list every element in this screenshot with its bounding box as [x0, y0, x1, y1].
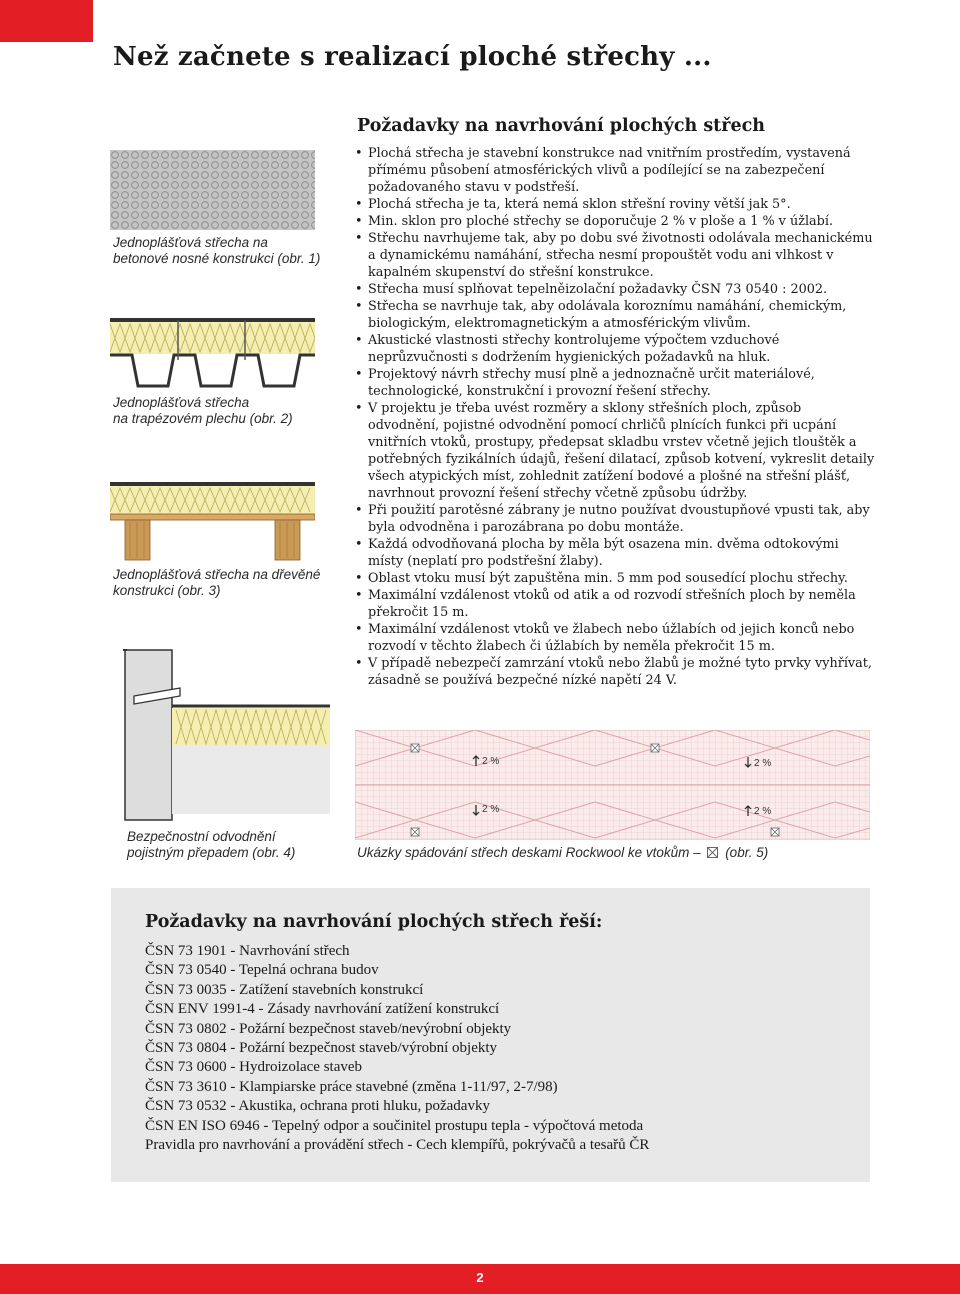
figure5-caption-text: Ukázky spádování střech deskami Rockwool ke vtokům – [357, 845, 701, 860]
page-title: Než začnete s realizací ploché střechy ... [113, 42, 712, 72]
list-item: • Oblast vtoku musí být zapuštěna min. 5 mm pod sousedící plochu střechy. [355, 570, 875, 587]
list-item: • Maximální vzdálenost vtoků od atik a od rozvodí střešních ploch by neměla překročit 15 m. [355, 587, 875, 621]
list-item: • V projektu je třeba uvést rozměry a sklony střešních ploch, způsob odvodnění, pojistné odvodnění pomocí chrličů plnících funkci při ucpání vnitřních vtoků, prostupy, předepsat skladbu vrstev včetně jejich tlouštěk a potřebných fyzikálních údajů, řešení dilatací, způsob kotvení, vykreslit detaily všech atypických míst, zohlednit zatížení bodové a plošné na střešní plášť, navrhnout provozní řešení střechy včetně způsobu údržby. [355, 400, 875, 502]
norms-title: Požadavky na navrhování plochých střech řeší: [145, 912, 603, 932]
drain-icon [707, 847, 718, 858]
wood-beam [125, 520, 150, 560]
list-item: • Plochá střecha je stavební konstrukce nad vnitřním prostředím, vystavená přímému působení atmosférických vlivů a podílející se na zabezpečení požadovaného stavu v podstřeší. [355, 145, 875, 196]
list-item: • Maximální vzdálenost vtoků ve žlabech nebo úžlabích od jejich konců nebo rozvodí v těchto žlabech či úžlabích by neměla překročit 15 m. [355, 621, 875, 655]
figure-concrete-roof [110, 150, 315, 230]
slope-label: 2 % [754, 758, 772, 769]
list-item: ČSN 73 3610 - Klampiarske práce stavebné (změna 1-11/97, 2-7/98) [145, 1078, 558, 1095]
slope-label: 2 % [754, 806, 772, 817]
list-item: ČSN 73 0035 - Zatížení stavebních konstrukcí [145, 981, 424, 998]
figure-trapezoidal-roof [110, 318, 315, 390]
concrete-slab [110, 150, 315, 230]
figure2-caption-line2: na trapézovém plechu (obr. 2) [113, 411, 293, 426]
list-item: • Plochá střecha je ta, která nemá sklon střešní roviny větší jak 5°. [355, 196, 875, 213]
figure4-caption-line2: pojistným přepadem (obr. 4) [127, 845, 296, 860]
list-item: • Střecha se navrhuje tak, aby odolávala koroznímu namáhání, chemickým, biologickým, elektromagnetickým a atmosférickým vlivům. [355, 298, 875, 332]
requirements-heading: Požadavky na navrhování plochých střech [357, 116, 765, 136]
figure2-caption [113, 395, 323, 427]
drain-icon [651, 744, 659, 752]
waterproof-membrane [110, 318, 315, 322]
drain-icon [411, 744, 419, 752]
list-item: ČSN ENV 1991-4 - Zásady navrhování zatížení konstrukcí [145, 1001, 500, 1018]
requirements-list [355, 145, 875, 689]
figure5-caption-ref: (obr. 5) [725, 845, 769, 860]
trapezoidal-sheet [110, 355, 315, 386]
figure1-caption: Jednoplášťová střecha na betonové nosné konstrukci (obr. 1) [113, 235, 321, 266]
list-item: • Při použití parotěsné zábrany je nutno používat dvoustupňové vpusti tak, aby byla odvodněna i parozábrana po dobu montáže. [355, 502, 875, 536]
list-item: • Projektový návrh střechy musí plně a jednoznačně určit materiálové, technologické, konstrukční i provozní řešení střechy. [355, 366, 875, 400]
list-item: ČSN 73 0540 - Tepelná ochrana budov [145, 962, 379, 979]
figure4-caption-line1: Bezpečnostní odvodnění [127, 829, 276, 844]
list-item: • Střecha musí splňovat tepelněizolační požadavky ČSN 73 0540 : 2002. [355, 281, 875, 298]
norms-box [111, 888, 870, 1182]
figure-slope-plan [355, 730, 870, 840]
list-item: ČSN 73 0600 - Hydroizolace staveb [145, 1059, 363, 1076]
list-item: • Min. sklon pro ploché střechy se doporučuje 2 % v ploše a 1 % v úžlabí. [355, 213, 875, 230]
figure2-caption-line1: Jednoplášťová střecha [113, 395, 250, 410]
page-number: 2 [476, 1270, 484, 1285]
slope-label: 2 % [482, 804, 500, 815]
list-item: Pravidla pro navrhování a provádění střech - Cech klempířů, pokrývačů a tesařů ČR [145, 1137, 650, 1154]
parapet-wall [125, 650, 172, 820]
list-item: • Akustické vlastnosti střechy kontrolujeme výpočtem vzduchové neprůzvučnosti s dodržením hygienických požadavků na hluk. [355, 332, 875, 366]
drain-icon [771, 828, 779, 836]
wood-beam [275, 520, 300, 560]
footer-bar [0, 1264, 960, 1294]
list-item: ČSN 73 0802 - Požární bezpečnost staveb/nevýrobní objekty [145, 1020, 512, 1037]
figure3-caption: Jednoplášťová střecha na dřevěné konstrukci (obr. 3) [113, 567, 321, 598]
norms-list [145, 942, 649, 1155]
slope-label: 2 % [482, 756, 500, 767]
wood-boarding [110, 514, 315, 520]
list-item: • V případě nebezpečí zamrzání vtoků nebo žlabů je možné tyto prvky vyhřívat, zásadně se používá bezpečné nízké napětí 24 V. [355, 655, 875, 689]
list-item: • Každá odvodňovaná plocha by měla být osazena min. dvěma odtokovými místy (neplatí pro podstřešní žlaby). [355, 536, 875, 570]
figure-timber-roof [110, 482, 315, 562]
figure-overflow-detail [120, 646, 330, 824]
list-item: ČSN EN ISO 6946 - Tepelný odpor a součinitel prostupu tepla - výpočtová metoda [145, 1117, 644, 1134]
list-item: ČSN 73 0532 - Akustika, ochrana proti hluku, požadavky [145, 1098, 490, 1115]
concrete-slab [172, 746, 330, 814]
figure4-caption [127, 829, 337, 861]
drain-icon [411, 828, 419, 836]
list-item: ČSN 73 0804 - Požární bezpečnost staveb/výrobní objekty [145, 1040, 498, 1057]
brand-red-square [0, 0, 93, 42]
figure5-caption [357, 845, 877, 861]
list-item: ČSN 73 1901 - Navrhování střech [145, 943, 350, 959]
list-item: • Střechu navrhujeme tak, aby po dobu své životnosti odolávala mechanickému a dynamickému namáhání, střecha nesmí propouštět vodu ani vlhkost v kapalném skupenství do střešní konstrukce. [355, 230, 875, 281]
